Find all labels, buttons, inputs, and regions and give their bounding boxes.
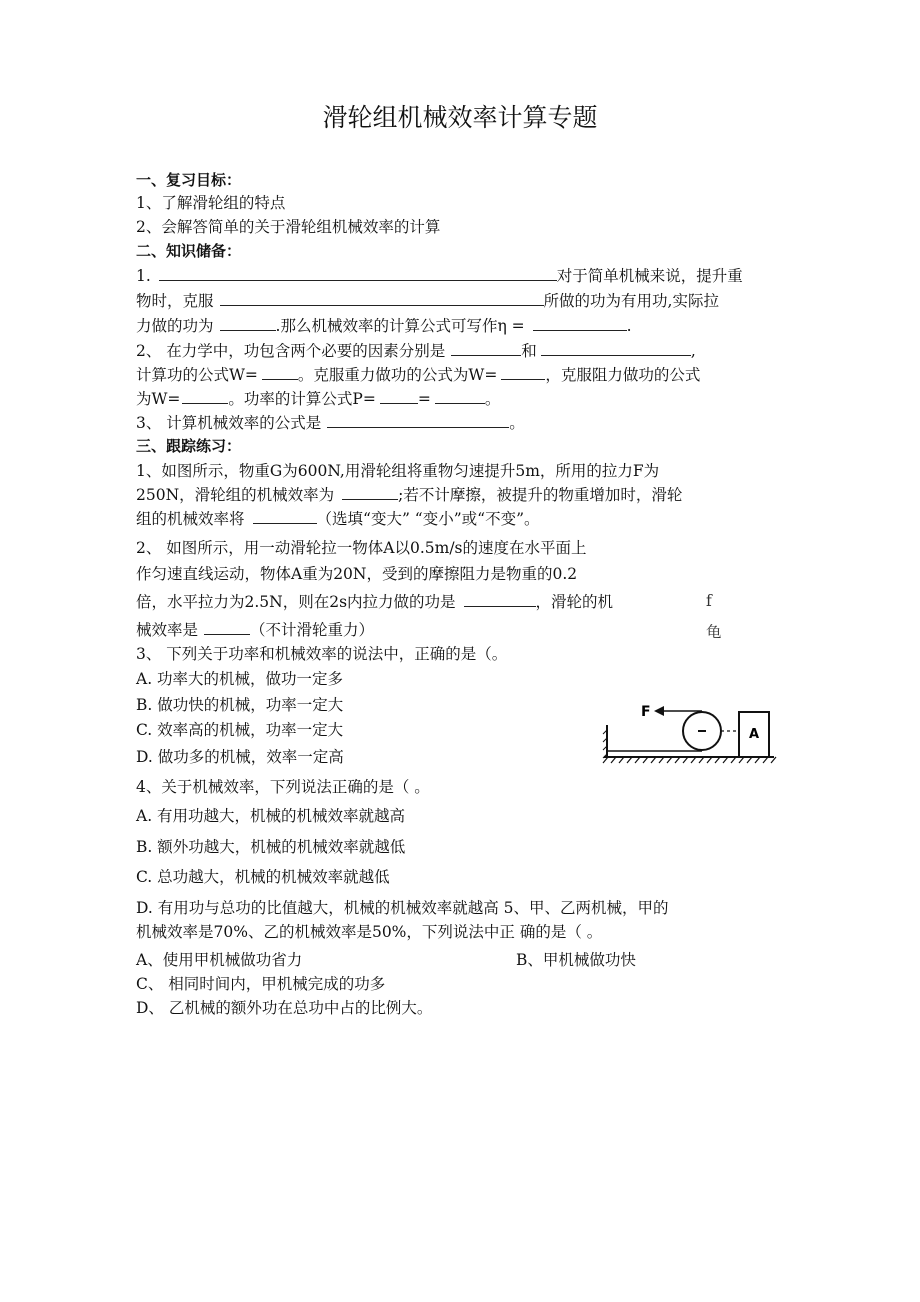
force-arrow-icon [654,706,664,716]
practice-2-line3 [136,592,613,612]
p2-text-d: （不计滑轮重力） [250,621,375,639]
q2-blank-6[interactable] [380,389,418,404]
practice-4-option-c: C. 总功越大，机械的机械效率就越低 [136,868,390,886]
p2-blank-2[interactable] [204,620,250,635]
section-heading-review-goals: 一、复习目标： [136,171,242,189]
practice-3-option-a: A. 功率大的机械，做功一定多 [136,670,344,688]
q2-text-j: 。 [484,390,501,408]
block-label: A [749,727,760,742]
practice-5-option-c: C、 相同时间内，甲机械完成的功多 [136,975,386,993]
margin-mark-f: f [706,592,712,610]
p1-text-b: ;若不计摩擦，被提升的物重增加时，滑轮 [398,486,683,504]
q2-blank-1[interactable] [451,341,521,356]
p1-blank-1[interactable] [342,485,398,500]
practice-4-option-d: D. 有用功与总功的比值越大，机械的机械效率就越高 5、甲、乙两机械，甲的 [136,899,669,917]
q2-blank-2[interactable] [541,341,691,356]
section-heading-knowledge: 二、知识储备： [136,242,242,260]
q1-blank-1[interactable] [159,266,557,281]
q2-text-a: 2、 在力学中，功包含两个必要的因素分别是 [136,342,446,360]
q2-text-f: ，克服阻力做功的公式 [545,366,701,384]
q3-text-a: 3、 计算机械效率的公式是 [136,414,322,432]
practice-1-line3 [136,509,540,529]
practice-5-line2: 机械效率是70%、乙的机械效率是50%，下列说法中正 确的是（ 。 [136,923,603,941]
practice-4-question: 4、关于机械效率，下列说法正确的是（ 。 [136,778,430,796]
practice-1-line1: 1、如图所示，物重G为600N,用滑轮组将重物匀速提升5m，所用的拉力F为 [136,462,660,480]
q2-text-e: 。克服重力做功的公式为W= [297,366,498,384]
practice-5-option-d: D、 乙机械的额外功在总功中占的比例大。 [136,999,433,1017]
q1-text-e: 力做的功为 [136,317,214,335]
practice-5-option-a: A、使用甲机械做功省力 [136,951,303,969]
knowledge-q2-line3 [136,389,500,409]
q2-text-c: , [690,342,696,360]
goal-item-2: 2、会解答简单的关于滑轮组机械效率的计算 [136,218,441,236]
force-label: F [641,704,651,720]
q2-blank-3[interactable] [262,365,298,380]
practice-3-option-d: D. 做功多的机械，效率一定高 [136,748,344,766]
q2-blank-4[interactable] [501,365,545,380]
q3-text-b: 。 [509,414,525,432]
practice-4-option-a: A. 有用功越大，机械的机械效率就越高 [136,807,406,825]
knowledge-q2-line1 [136,341,696,361]
practice-1-line2 [136,485,682,505]
practice-3-option-b: B. 做功快的机械，功率一定大 [136,696,344,714]
q1-text-f: .那么机械效率的计算公式可写作η = [275,317,525,335]
q2-text-g: 为W= [136,390,181,408]
p2-blank-1[interactable] [464,592,536,607]
section-heading-practice: 三、跟踪练习： [136,437,242,455]
q3-blank[interactable] [327,413,509,428]
p1-text-a: 250N，滑轮组的机械效率为 [136,486,335,504]
p2-text-a: 倍，水平拉力为2.5N，则在2s内拉力做的功是 [136,593,456,611]
knowledge-q1-line2 [136,291,719,311]
p2-text-c: 械效率是 [136,621,199,639]
practice-5-option-b: B、甲机械做功快 [516,951,636,969]
q1-number: 1. [136,267,151,285]
q2-text-d: 计算功的公式W= [136,366,258,384]
q1-text-c: 物时，克服 [136,292,214,310]
q2-blank-7[interactable] [435,389,485,404]
p1-blank-2[interactable] [253,509,317,524]
knowledge-q1-line1 [136,266,743,286]
q2-text-b: 和 [521,342,537,360]
page-title: 滑轮组机械效率计算专题 [322,103,598,132]
practice-3-option-c: C. 效率高的机械，功率一定大 [136,721,344,739]
q2-text-h: 。功率的计算公式P= [228,390,376,408]
q1-text-g: . [626,317,632,335]
q2-blank-5[interactable] [182,389,228,404]
practice-4-option-b: B. 额外功越大，机械的机械效率就越低 [136,838,406,856]
practice-2-line2: 作匀速直线运动，物体A重为20N，受到的摩擦阻力是物重的0.2 [136,565,578,583]
p2-text-b: ，滑轮的机 [535,593,614,611]
practice-2-line4 [136,620,374,640]
p1-text-d: （选填“变大” “变小”或“不变”。 [316,510,540,528]
knowledge-q2-line2 [136,365,700,385]
margin-mark-g: 龟 [706,623,722,641]
q2-text-i: = [417,390,431,408]
practice-3-question: 3、 下列关于功率和机械效率的说法中，正确的是（。 [136,645,508,663]
knowledge-q1-line3 [136,316,632,336]
q1-text-b: 对于简单机械来说，提升重 [556,267,743,285]
q1-blank-3[interactable] [220,316,276,331]
knowledge-q3 [136,413,525,433]
pulley-figure [598,700,778,770]
practice-2-line1: 2、 如图所示，用一动滑轮拉一物体A以0.5m/s的速度在水平面上 [136,539,587,557]
q1-blank-4[interactable] [533,316,627,331]
q1-blank-2[interactable] [220,291,544,306]
p1-text-c: 组的机械效率将 [136,510,245,528]
q1-text-d: 所做的功为有用功,实际拉 [543,292,719,310]
goal-item-1: 1、了解滑轮组的特点 [136,194,286,212]
